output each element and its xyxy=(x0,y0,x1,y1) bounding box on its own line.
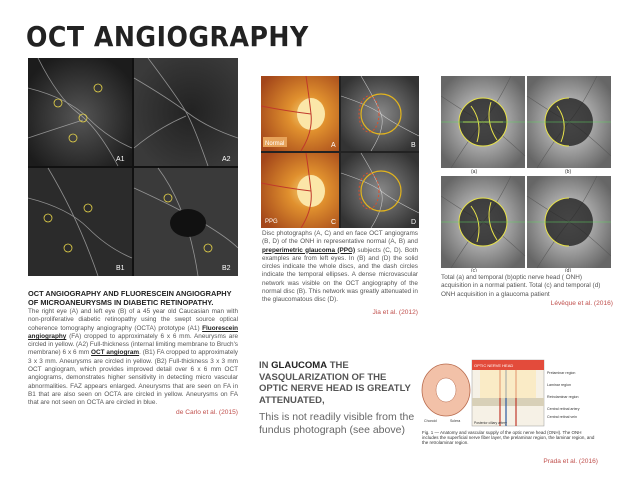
left-caption-part1: The right eye (A) and left eye (B) of a 45 year old Caucasian man with non-proliferative diabetic retinopathy using the swept source optical coherence tomography angiography (OCTA) prototype (A1) xyxy=(28,308,238,332)
left-caption-highlight-fa: Fluorescein angiography xyxy=(28,324,238,340)
panel-label-b2: B2 xyxy=(222,265,231,272)
panel-label-d: D xyxy=(411,219,417,226)
panel-label-a: A xyxy=(331,142,336,149)
panel-label-a1: A1 xyxy=(116,156,125,163)
panel-label-d-right: (d) xyxy=(565,268,572,272)
label-onh: OPTIC NERVE HEAD xyxy=(474,363,514,368)
panel-label-b: B xyxy=(411,142,416,149)
onh-acquisition-image xyxy=(441,76,611,272)
middle-caption-part1: Disc photographs (A, C) and en face OCT angiograms (B, D) of the ONH in representative normal (A, B) and xyxy=(262,230,418,246)
middle-caption-highlight: preperimetric glaucoma (PPG) xyxy=(262,246,356,254)
left-caption-part2: (FA) cropped to approximately 6 x 6 mm. Aneurysms are circled in yellow. (A2) Full-thickness (internal limiting membrane to Bruch's membrane) 6 x 6 mm xyxy=(28,332,238,357)
disc-photo-grid xyxy=(261,76,419,228)
label-prelaminar: Prelaminar region xyxy=(547,371,576,375)
bottom-figure-caption: Fig. 1 — Anatomy and vascular supply of the optic nerve head (ONH). The ONH includes the superficial nerve fiber layer, the prelaminar region, the laminar region, and the retrolaminar region. xyxy=(422,430,595,445)
angiography-image xyxy=(28,58,238,276)
headline-post: THE VASQULARIZATION OF THE OPTIC NERVE HEAD IS GREATLY ATTENUATED, xyxy=(259,360,411,406)
panel-label-a2: A2 xyxy=(222,156,231,163)
right-caption-text: Total (a) and temporal (b)optic nerve head ( ONH) acquisition in a normal patient. Total (c) and temporal (d) ONH acquisition in a glaucoma patient xyxy=(441,274,601,298)
left-caption-block xyxy=(28,289,238,416)
panel-label-c-right: (c) xyxy=(471,268,477,272)
left-caption-title: OCT ANGIOGRAPHY AND FLUORESCEIN ANGIOGRAPHY OF MICROANEURYSMS IN DIABETIC RETINOPATHY. xyxy=(28,289,232,307)
left-caption-text xyxy=(28,308,238,408)
panel-label-b1: B1 xyxy=(116,265,125,272)
left-caption-part3: . (B1) FA cropped to approximately 3 x 3 mm. Aneurysms are circled in yellow. (B2) Full-thickness 3 x 3 mm OCT angiogram, which provides improved detail over 6 x 6 mm OCT angiograms, demonstrates higher sensitivity in detecting micro vascular abnormalities. FAZ appears enlarged. Aneurysms that are seen on FA in B1 that are also seen on OCTA are circled in yellow. Aneurysms on FA that are not seen on OCTA are circled in blue. xyxy=(28,349,239,407)
label-central-vein: Central retinal vein xyxy=(547,415,577,419)
headline-pre: IN xyxy=(259,360,269,371)
right-citation: Lévêque et al. (2016) xyxy=(550,299,613,307)
glaucoma-headline xyxy=(259,360,417,406)
middle-citation: Jia et al. (2012) xyxy=(372,308,418,316)
left-citation: de Carlo et al. (2015) xyxy=(176,408,238,416)
middle-caption-part2: subjects (C, D). Both examples are from left eyes. In (B) and (D) the solid circles indicate the whole discs, and the dash circles indicate the temporal ellipses. A dense microvascular network was visible on the OCT angiography of the normal disc (B). This network was greatly attenuated in the glaucomatous disc (D). xyxy=(262,246,418,304)
label-choroid: Choroid xyxy=(424,419,437,423)
panel-label-b-right: (b) xyxy=(565,169,572,175)
onh-acquisition-grid xyxy=(441,76,611,272)
left-caption-highlight-oct: OCT angiogram xyxy=(91,349,140,357)
disc-photo-image xyxy=(261,76,419,228)
panel-label-c: C xyxy=(331,219,337,226)
middle-caption-text xyxy=(262,230,418,305)
label-sclera: Sclera xyxy=(450,419,461,423)
label-laminar: Laminar region xyxy=(547,383,571,387)
middle-caption-block xyxy=(262,230,418,316)
tag-ppg: PPG xyxy=(265,219,278,225)
label-ciliary: Posterior ciliary artery xyxy=(474,421,507,425)
bottom-citation: Prada et al. (2016) xyxy=(543,458,598,465)
tag-normal: Normal xyxy=(265,141,285,147)
slide-title: OCT ANGIOGRAPHY xyxy=(26,20,309,53)
label-central-artery: Central retinal artery xyxy=(547,407,580,411)
headline-bold: GLAUCOMA xyxy=(271,360,328,371)
panel-label-a-right: (a) xyxy=(471,169,478,175)
right-caption-block xyxy=(441,274,613,307)
onh-anatomy-figure xyxy=(420,358,600,450)
fundus-paragraph: This is not readily visible from the fundus photograph (see above) xyxy=(259,411,415,436)
label-retrolaminar: Retrolaminar region xyxy=(547,395,579,399)
angiography-grid xyxy=(28,58,238,276)
